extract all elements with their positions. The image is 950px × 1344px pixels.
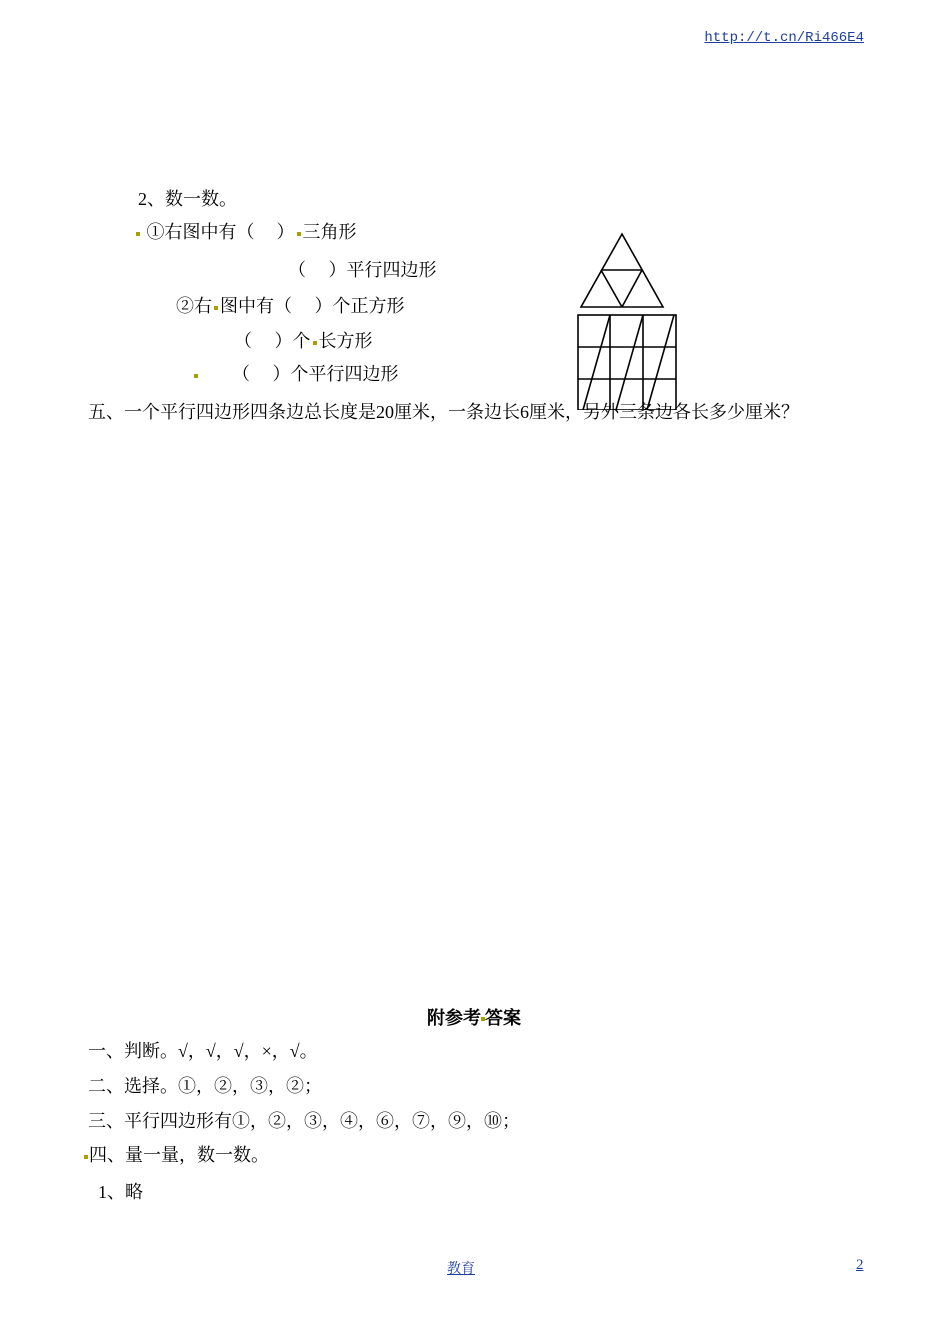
page-number: 2 [856,1257,864,1273]
answer-line-1: 一、判断。√，√，√，×，√。 [88,1041,318,1061]
header-link[interactable]: http://t.cn/Ri466E4 [704,30,864,46]
answer-line-2: 二、选择。①，②，③，②； [88,1076,322,1096]
line1-suffix: 三角形 [302,222,357,242]
line1-prefix: ①右图中有（ [146,222,255,242]
line3-suffix: 图中有（ ）个正方形 [220,296,405,316]
question2-line3 [176,294,405,318]
question2-line1 [134,220,357,244]
answer-line-4-text: 四、量一量，数一数。 [89,1145,269,1165]
slant-line-2 [616,315,643,410]
answers-title [427,1004,521,1030]
question2-line5 [192,362,399,386]
marker-dot [84,1155,88,1159]
triangle-inner-left [601,270,622,307]
answers-title-prefix: 附参考 [427,1008,481,1029]
answer-line-3: 三、平行四边形有①，②，③，④，⑥，⑦，⑨，⑩； [88,1111,520,1131]
marker-dot [297,232,301,236]
slant-line-3 [647,315,674,410]
question2-line2: （ ）平行四边形 [288,260,437,280]
answer-line-4 [84,1143,269,1167]
triangle-inner-right [622,270,642,307]
answer-line-5: 1、略 [98,1182,143,1202]
line1-close: ） [276,222,295,242]
marker-dot [194,374,198,378]
slant-line-1 [583,315,610,410]
line5-text: （ ）个平行四边形 [232,364,399,384]
shapes-figure [575,230,685,410]
question5-text: 五、一个平行四边形四条边总长度是20厘米，一条边长6厘米，另外三条边各长多少厘米？ [88,402,799,422]
footer-link[interactable]: 教育 [447,1262,475,1277]
marker-dot [136,232,140,236]
question2-line4 [234,329,373,353]
question2-title: 2、数一数。 [138,189,237,209]
marker-dot [313,341,317,345]
line4-prefix: （ ）个 [234,331,311,351]
marker-dot [214,306,218,310]
line4-suffix: 长方形 [318,331,373,351]
line3-prefix: ②右 [176,296,212,316]
answers-title-suffix: 答案 [485,1008,521,1029]
